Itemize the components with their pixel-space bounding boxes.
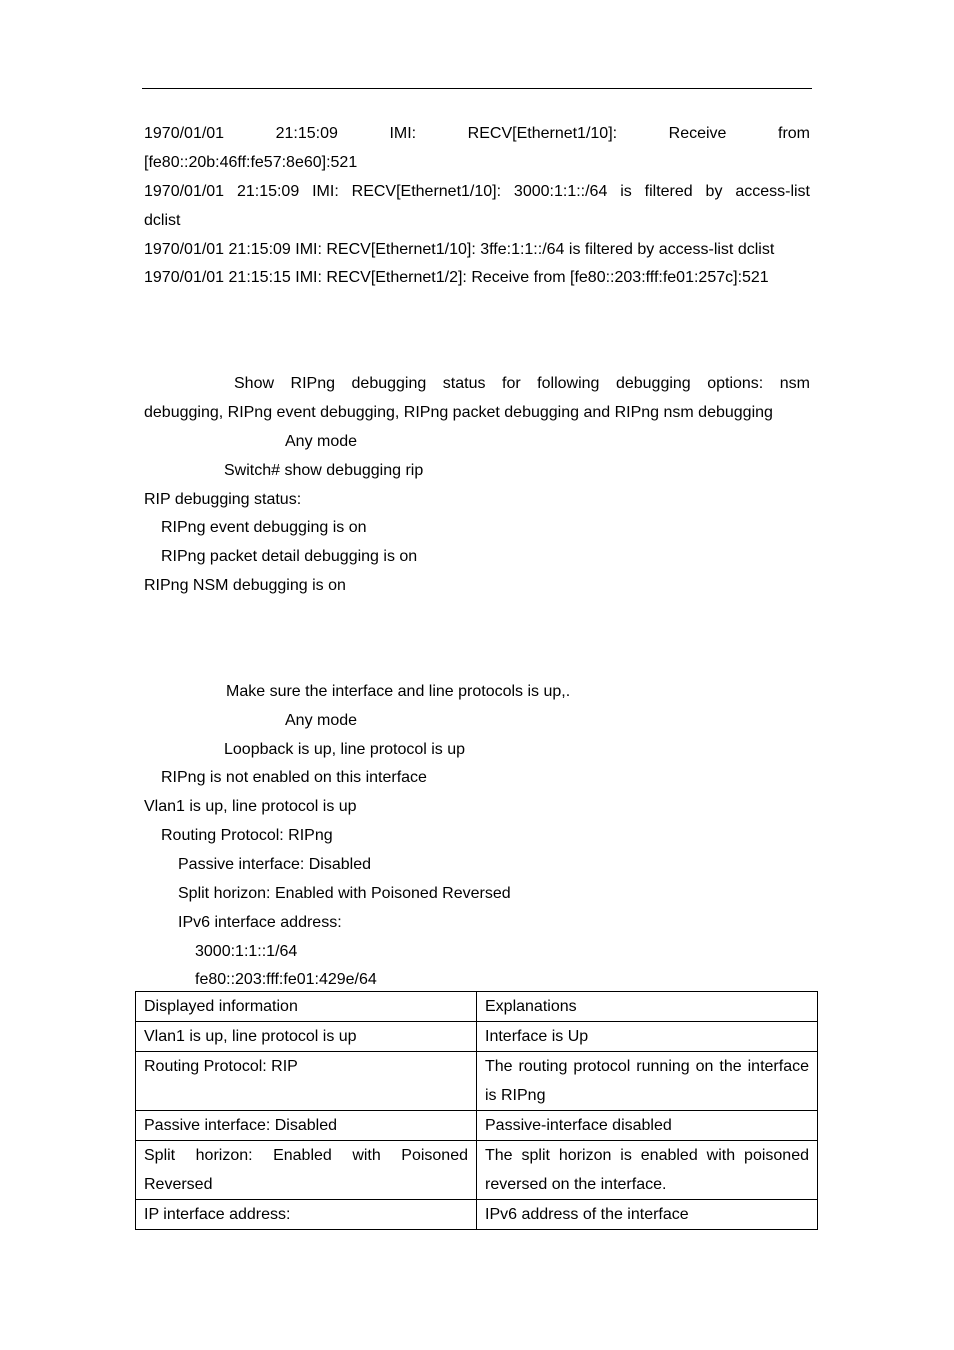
table-cell: Interface is Up <box>477 1022 818 1052</box>
table-cell: The split horizon is enabled with poisoned reversed on the interface. <box>477 1141 818 1200</box>
table-row <box>136 1111 818 1141</box>
show-interface-description: Make sure the interface and line protocols is up,. <box>226 683 571 700</box>
table-cell: The routing protocol running on the interface is RIPng <box>477 1052 818 1111</box>
table-row <box>136 1052 818 1111</box>
table-cell: Vlan1 is up, line protocol is up <box>136 1022 477 1052</box>
table-cell: IP interface address: <box>136 1200 477 1230</box>
table-cell: Passive-interface disabled <box>477 1111 818 1141</box>
table-cell: Passive interface: Disabled <box>136 1111 477 1141</box>
show-debugging-description-cont: debugging, RIPng event debugging, RIPng packet debugging and RIPng nsm debugging <box>144 404 773 421</box>
table-cell: IPv6 address of the interface <box>477 1200 818 1230</box>
log-line: 1970/01/01 21:15:09 IMI: RECV[Ethernet1/10]: 3ffe:1:1::/64 is filtered by access-list dclist <box>144 241 775 258</box>
interface-output-line: IPv6 interface address: <box>178 914 342 931</box>
interface-output-line: 3000:1:1::1/64 <box>195 943 298 960</box>
debug-output-line: RIPng NSM debugging is on <box>144 577 346 594</box>
table-row <box>136 1200 818 1230</box>
show-debugging-description: Show RIPng debugging status for following debugging options: nsm <box>234 375 810 392</box>
log-line: dclist <box>144 212 181 229</box>
log-line: 1970/01/01 21:15:09 IMI: RECV[Ethernet1/10]: 3000:1:1::/64 is filtered by access-list <box>144 183 810 200</box>
interface-output-line: Loopback is up, line protocol is up <box>224 741 466 758</box>
table-header-cell: Displayed information <box>136 992 477 1022</box>
interface-output-line: Routing Protocol: RIPng <box>161 827 333 844</box>
log-line: [fe80::20b:46ff:fe57:8e60]:521 <box>144 154 358 171</box>
debug-output-line: RIP debugging status: <box>144 491 302 508</box>
interface-output-line: fe80::203:fff:fe01:429e/64 <box>195 971 377 988</box>
log-line: 1970/01/01 21:15:09 IMI: RECV[Ethernet1/10]: Receive from <box>144 125 810 142</box>
interface-output-line: Vlan1 is up, line protocol is up <box>144 798 357 815</box>
table-header-cell: Explanations <box>477 992 818 1022</box>
table-row <box>136 1141 818 1200</box>
table-row <box>136 1022 818 1052</box>
interface-output-line: RIPng is not enabled on this interface <box>161 769 427 786</box>
show-debugging-example: Switch# show debugging rip <box>224 462 424 479</box>
header-rule <box>142 88 812 89</box>
display-info-table <box>135 991 818 1230</box>
debug-output-line: RIPng event debugging is on <box>161 519 367 536</box>
table-header-row <box>136 992 818 1022</box>
interface-output-line: Passive interface: Disabled <box>178 856 371 873</box>
show-debugging-mode: Any mode <box>285 433 358 450</box>
table-cell: Split horizon: Enabled with Poisoned Reversed <box>136 1141 477 1200</box>
interface-output-line: Split horizon: Enabled with Poisoned Reversed <box>178 885 511 902</box>
table-cell: Routing Protocol: RIP <box>136 1052 477 1111</box>
show-interface-mode: Any mode <box>285 712 358 729</box>
debug-output-line: RIPng packet detail debugging is on <box>161 548 418 565</box>
log-line: 1970/01/01 21:15:15 IMI: RECV[Ethernet1/2]: Receive from [fe80::203:fff:fe01:257c]:521 <box>144 269 769 286</box>
